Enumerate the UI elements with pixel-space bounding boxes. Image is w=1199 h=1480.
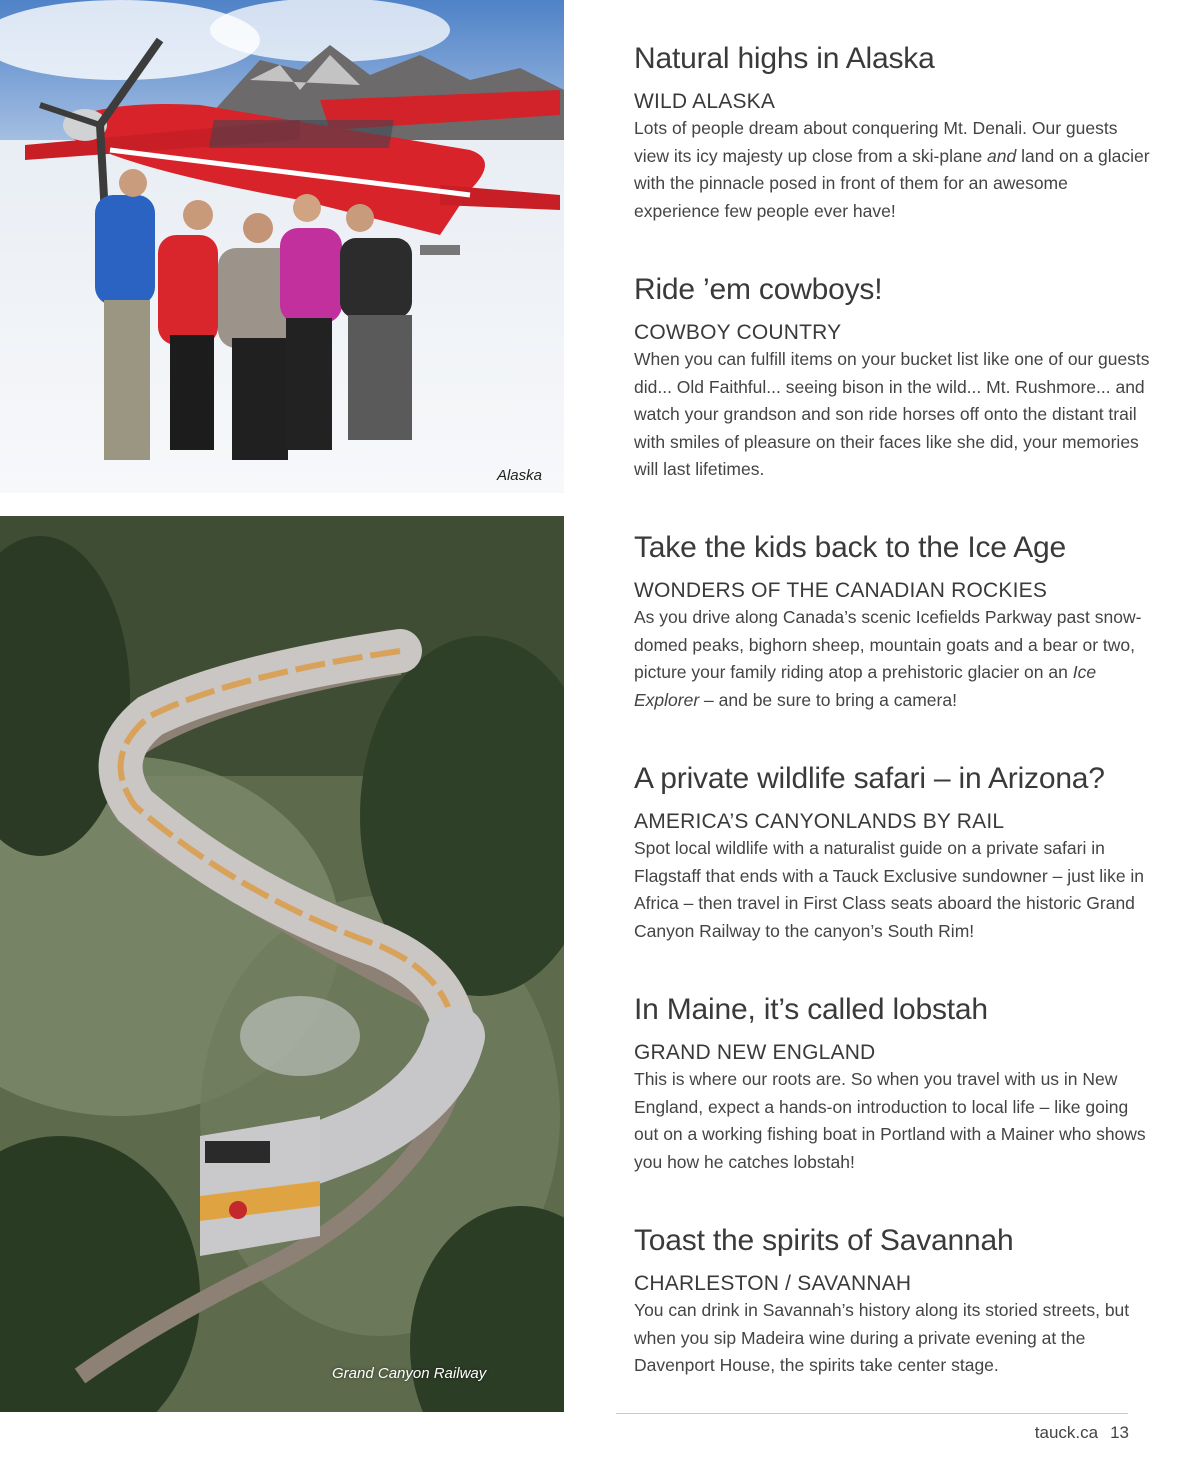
article-headline: A private wildlife safari – in Arizona? [634, 762, 1105, 795]
page-footer [1035, 1423, 1129, 1443]
article-cowboy [634, 271, 1154, 529]
articles-column [634, 40, 1154, 1380]
railway-photo-illustration [0, 516, 564, 1412]
railway-caption: Grand Canyon Railway [332, 1365, 487, 1382]
article-body: Spot local wildlife with a naturalist guide on a private safari in Flagstaff that ends with a Tauck Exclusive sundowner – just like in Africa – then travel in First Class seats aboard the historic Grand Canyon Railway to the canyon’s South Rim! [634, 838, 1145, 941]
footer-site-link[interactable]: tauck.ca [1034, 1423, 1099, 1442]
article-arizona [634, 760, 1154, 991]
article-headline: Take the kids back to the Ice Age [634, 531, 1067, 564]
article-body-italic: Ice Explorer [634, 662, 1097, 710]
article-trip-name: COWBOY COUNTRY [634, 321, 842, 344]
article-savannah [634, 1222, 1154, 1380]
article-body: When you can fulfill items on your bucket list like one of our guests did... Old Faithful... seeing bison in the wild... Mt. Rushmore... and watch your grandson and son ride horses off onto the distant trail with smiles of pleasure on their faces like she did, your memories will last lifetimes. [634, 349, 1150, 479]
article-trip-name: GRAND NEW ENGLAND [634, 1041, 876, 1064]
article-headline: Ride ’em cowboys! [634, 273, 883, 306]
article-headline: Toast the spirits of Savannah [634, 1224, 1014, 1257]
article-body: You can drink in Savannah’s history along its storied streets, but when you sip Madeira wine during a private evening at the Davenport House, the spirits take center stage. [634, 1300, 1130, 1375]
article-trip-name: AMERICA’S CANYONLANDS BY RAIL [634, 810, 1005, 833]
alaska-photo-illustration [0, 0, 564, 493]
article-body: As you drive along Canada’s scenic Icefields Parkway past snow-domed peaks, bighorn sheep, mountain goats and a bear or two, picture your family riding atop a prehistoric glacier on an Ice Explorer – and be sure to bring a camera! [634, 607, 1142, 710]
railway-photo [0, 516, 564, 1412]
article-headline: Natural highs in Alaska [634, 42, 935, 75]
article-trip-name: CHARLESTON / SAVANNAH [634, 1272, 912, 1295]
article-trip-name: WONDERS OF THE CANADIAN ROCKIES [634, 579, 1048, 602]
article-headline: In Maine, it’s called lobstah [634, 993, 988, 1026]
page-number: 13 [1110, 1423, 1129, 1442]
alaska-caption-svg: Alaska [496, 467, 542, 484]
footer-divider [616, 1413, 1128, 1414]
article-body: Lots of people dream about conquering Mt. Denali. Our guests view its icy majesty up close from a ski-plane and land on a glacier with the pinnacle posed in front of them for an awesome experience few people ever have! [634, 118, 1150, 221]
alaska-photo [0, 0, 564, 493]
article-trip-name: WILD ALASKA [634, 90, 776, 113]
article-rockies [634, 529, 1154, 760]
article-maine [634, 991, 1154, 1222]
article-body: This is where our roots are. So when you travel with us in New England, expect a hands-on introduction to local life – like going out on a working fishing boat in Portland with a Mainer who shows you how he catches lobstah! [634, 1069, 1146, 1172]
article-alaska [634, 40, 1154, 271]
article-body-italic: and [987, 145, 1017, 166]
